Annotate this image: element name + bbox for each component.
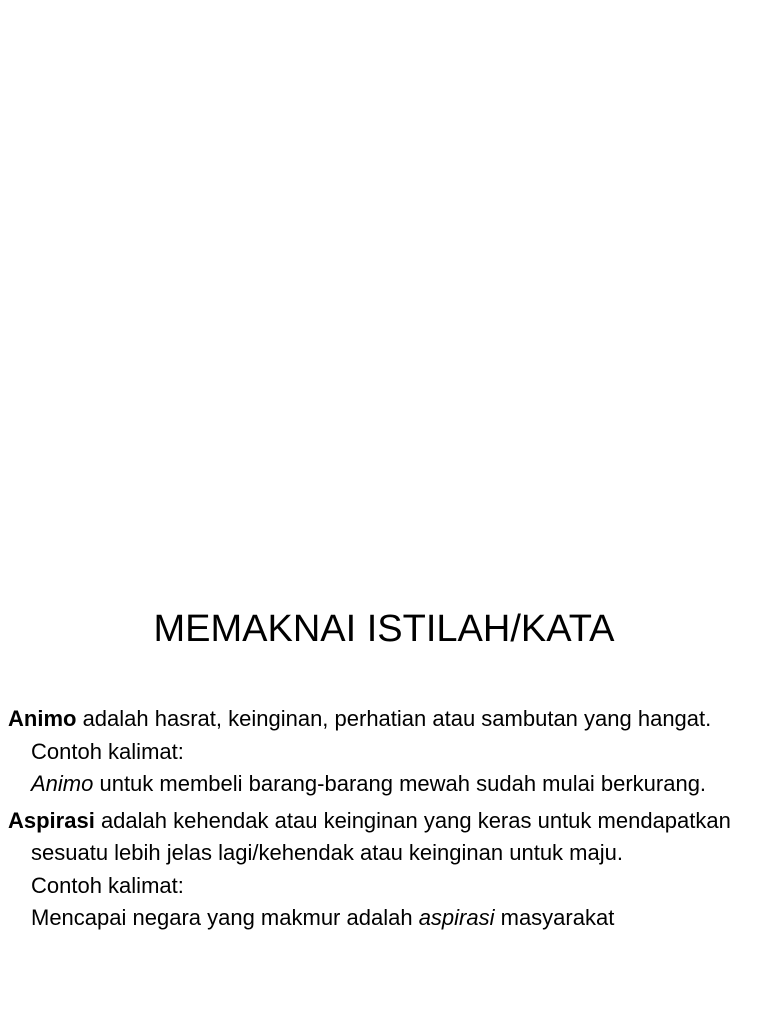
content-body — [8, 703, 748, 939]
term: Animo — [8, 706, 77, 731]
example-prefix: Mencapai negara yang makmur adalah — [31, 905, 419, 930]
definition-text: adalah hasrat, keinginan, perhatian atau sambutan yang hangat. — [76, 706, 712, 731]
example-suffix: untuk membeli barang-barang mewah sudah mulai berkurang. — [93, 771, 707, 796]
entry-animo — [8, 703, 748, 801]
example-sentence — [8, 768, 748, 801]
example-label: Contoh kalimat: — [31, 738, 184, 764]
example-term: Animo — [31, 771, 94, 796]
definition-text: adalah kehendak atau keinginan yang keras untuk mendapatkan sesuatu lebih jelas lagi/kehendak atau keinginan untuk maju. — [31, 807, 731, 865]
example-term: aspirasi — [418, 905, 495, 930]
definition-paragraph — [8, 805, 748, 870]
example-sentence — [8, 902, 748, 935]
example-label: Contoh kalimat: — [31, 872, 184, 898]
page-title: MEMAKNAI ISTILAH/KATA — [153, 608, 615, 650]
entry-aspirasi — [8, 805, 748, 935]
definition-paragraph — [8, 703, 748, 736]
term: Aspirasi — [8, 807, 95, 833]
example-suffix: masyarakat — [494, 905, 615, 930]
